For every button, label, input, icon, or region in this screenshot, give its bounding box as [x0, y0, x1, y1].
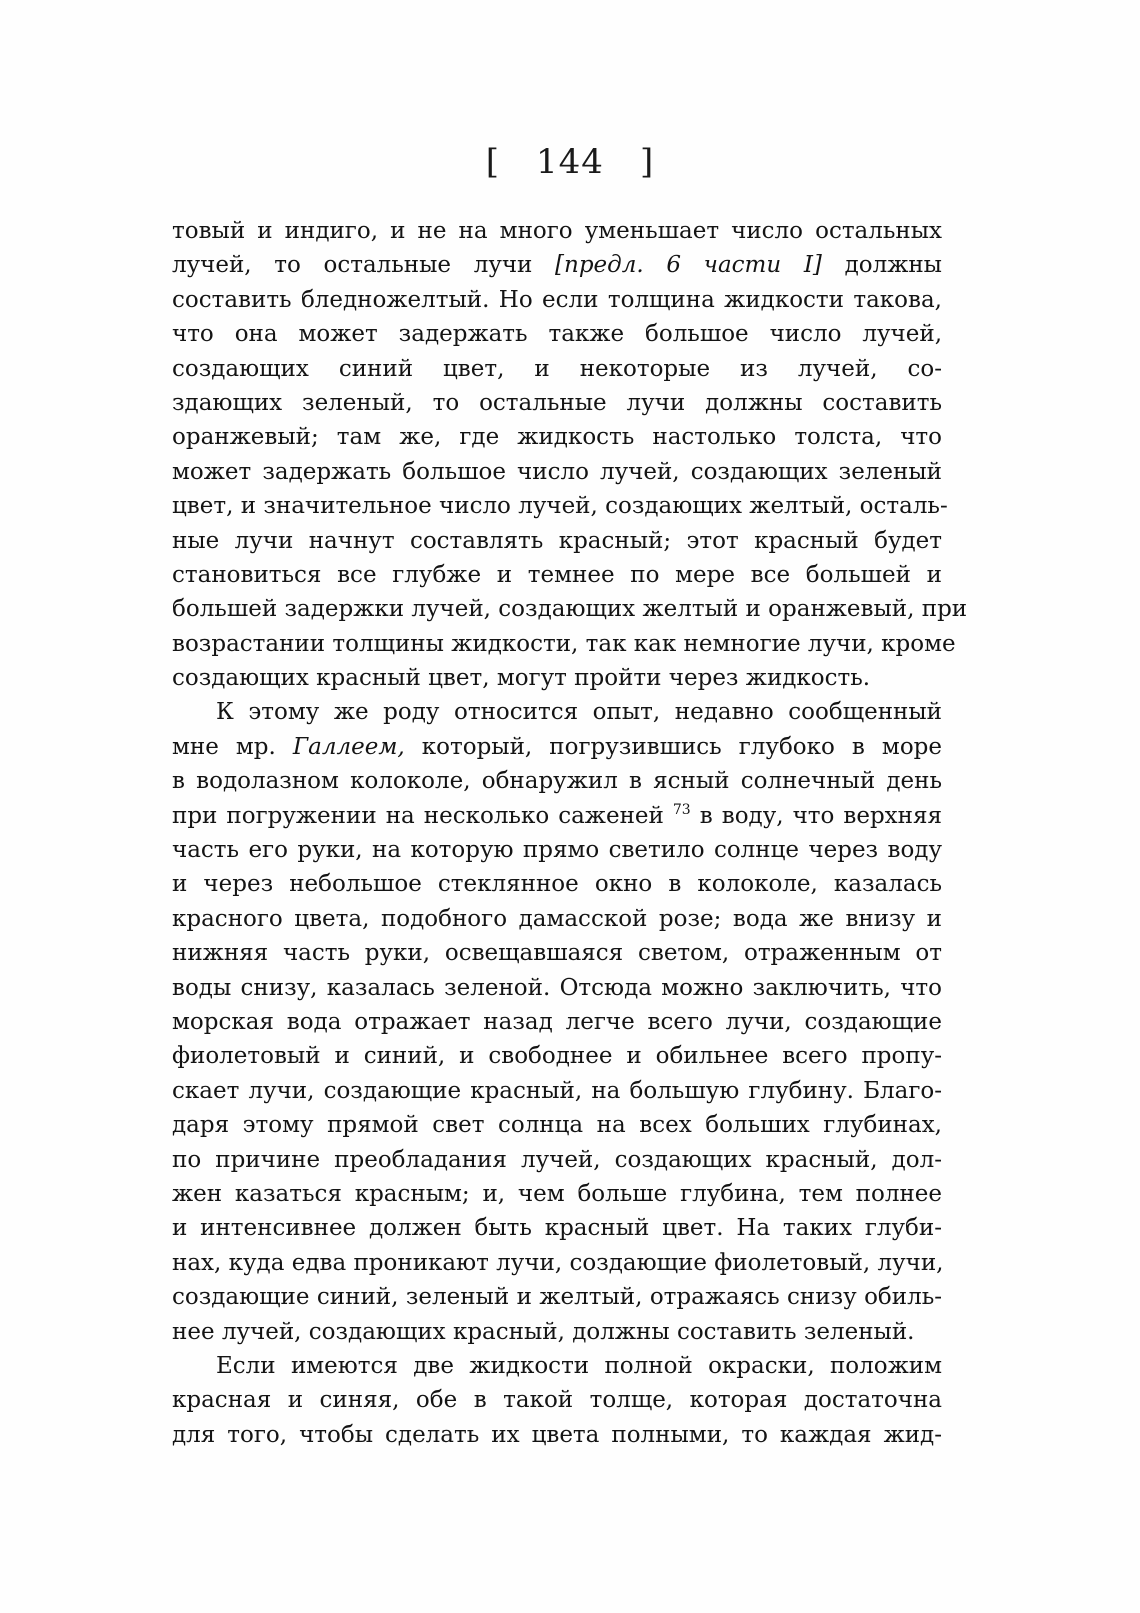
text-span: должны [821, 252, 942, 279]
text-line [172, 799, 942, 833]
text-line: здающих зеленый, то остальные лучи должны составить [172, 389, 942, 416]
text-line: составить бледножелтый. Но если толщина жидкости такова, [172, 286, 942, 313]
text-line: для того, чтобы сделать их цвета полными, то каждая жид- [172, 1421, 942, 1448]
text-line: по причине преобладания лучей, создающих красный, дол- [172, 1146, 942, 1173]
text-line: цвет, и значительное число лучей, создающих желтый, осталь- [172, 493, 948, 520]
text-line: жен казаться красным; и, чем больше глубина, тем полнее [172, 1180, 942, 1207]
page-number: 144 [536, 142, 604, 182]
text-span: лучей, то остальные лучи [172, 252, 556, 279]
text-line: большей задержки лучей, создающих желтый и оранжевый, при [172, 596, 968, 623]
text-line: нижняя часть руки, освещавшаяся светом, отраженным от [172, 940, 942, 967]
text-line: красного цвета, подобного дамасской розе; вода же внизу и [172, 905, 942, 932]
italic-name: Галлеем, [292, 733, 405, 760]
text-line: создающие синий, зеленый и желтый, отражаясь снизу обиль- [172, 1284, 942, 1311]
text-line: возрастании толщины жидкости, так как немногие лучи, кроме [172, 630, 956, 657]
footnote-marker: 73 [672, 801, 691, 818]
text-line: может задержать большое число лучей, создающих зеленый [172, 458, 942, 485]
text-line: оранжевый; там же, где жидкость настолько толста, что [172, 424, 942, 451]
italic-reference: [предл. 6 части I] [555, 252, 822, 279]
text-line: создающих синий цвет, и некоторые из лучей, со- [172, 355, 942, 382]
page-number-close-bracket: ] [639, 142, 655, 182]
text-line: создающих красный цвет, могут пройти через жидкость. [172, 665, 871, 692]
text-line [172, 248, 942, 282]
text-line: что она может задержать также большое число лучей, [172, 321, 942, 348]
text-line: становиться все глубже и темнее по мере все большей и [172, 561, 942, 588]
text-span: при погружении на несколько саженей [172, 802, 673, 829]
text-line: часть его руки, на которую прямо светило солнце через воду [172, 837, 942, 864]
text-line: фиолетовый и синий, и свободнее и обильнее всего пропу- [172, 1043, 942, 1070]
text-line: даря этому прямой свет солнца на всех больших глубинах, [172, 1112, 942, 1139]
text-line: в водолазном колоколе, обнаружил в ясный солнечный день [172, 768, 942, 795]
page-number-header [0, 142, 1140, 182]
page-number-open-bracket: [ [485, 142, 501, 182]
text-span: в воду, что верхняя [690, 802, 942, 829]
text-line: товый и индиго, и не на много уменьшает число остальных [172, 218, 942, 244]
text-line: скает лучи, создающие красный, на большую глубину. Благо- [172, 1077, 942, 1104]
text-span: мне мр. [172, 733, 293, 760]
text-line: К этому же роду относится опыт, недавно сообщенный [216, 699, 942, 726]
text-line: красная и синяя, обе в такой толще, которая достаточна [172, 1387, 942, 1414]
text-line: Если имеются две жидкости полной окраски, положим [216, 1352, 942, 1379]
text-line [172, 730, 942, 764]
text-line: нах, куда едва проникают лучи, создающие фиолетовый, лучи, [172, 1249, 944, 1276]
text-line: воды снизу, казалась зеленой. Отсюда можно заключить, что [172, 974, 942, 1001]
text-line: ные лучи начнут составлять красный; этот красный будет [172, 527, 942, 554]
text-line: морская вода отражает назад легче всего лучи, создающие [172, 1008, 942, 1035]
text-line: и через небольшое стеклянное окно в колоколе, казалась [172, 871, 942, 898]
body-text [172, 214, 968, 1452]
text-span: который, погрузившись глубоко в море [404, 733, 942, 760]
text-line: нее лучей, создающих красный, должны составить зеленый. [172, 1318, 915, 1345]
text-line: и интенсивнее должен быть красный цвет. На таких глуби- [172, 1215, 942, 1242]
